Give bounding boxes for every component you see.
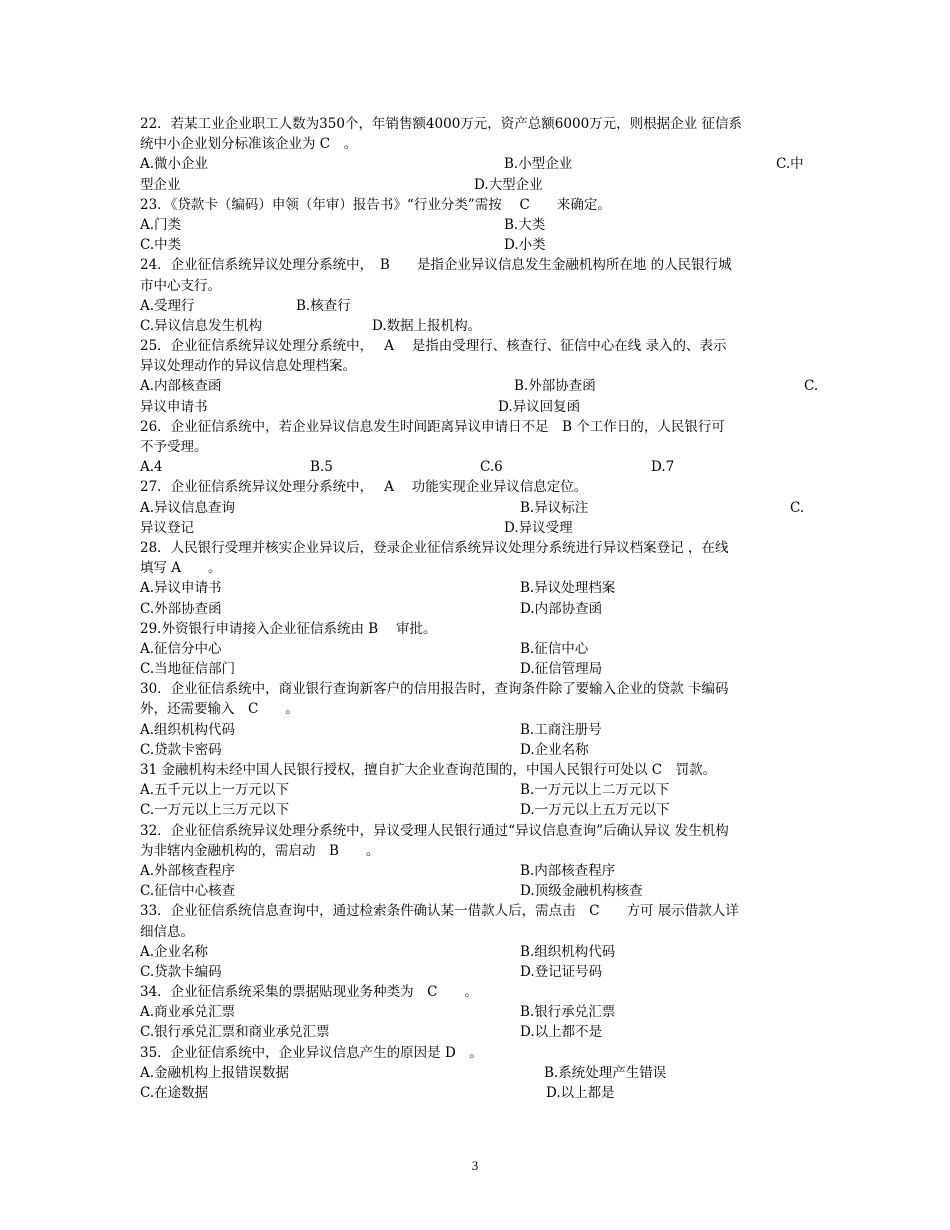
question-text: 26．企业征信系统中，若企业异议信息发生时间距离异议申请日不足 B 个工作日的，人民银行可 — [140, 418, 725, 435]
question-text: 33．企业征信系统信息查询中，通过检索条件确认某一借款人后，需点击 C 方可 展示借款人详 — [140, 903, 739, 920]
answer-option: C.当地征信部门 — [140, 661, 236, 678]
answer-option: C.在途数据 — [140, 1085, 209, 1101]
option-row — [140, 861, 812, 881]
answer-option: C.6 — [480, 459, 503, 476]
answer-option: A.异议申请书 — [140, 580, 222, 597]
option-row — [140, 780, 812, 800]
question-text: 填写 A 。 — [140, 560, 222, 577]
answer-option: A.微小企业 — [140, 156, 209, 173]
answer-option: A.受理行 — [140, 297, 195, 314]
answer-option: A.门类 — [140, 216, 182, 233]
option-row — [140, 659, 812, 679]
answer-option: A.外部核查程序 — [140, 862, 236, 879]
question-text: 外，还需要输入 C 。 — [140, 701, 299, 718]
answer-option: C.一万元以上三万元以下 — [140, 802, 290, 819]
question-text: 细信息。 — [140, 923, 194, 940]
option-row — [140, 316, 812, 336]
option-row — [140, 720, 812, 740]
question-text: 不予受理。 — [140, 439, 208, 455]
question-text: 异议处理动作的异议信息处理档案。 — [140, 358, 356, 375]
answer-option: B.大类 — [504, 216, 546, 233]
answer-option: C. — [804, 378, 819, 395]
option-row — [140, 578, 812, 598]
answer-option: B.异议标注 — [520, 499, 589, 516]
option-row — [140, 962, 812, 982]
answer-option: D.小类 — [504, 237, 546, 254]
answer-option: 异议申请书 — [140, 398, 208, 415]
answer-option: C.贷款卡密码 — [140, 741, 222, 758]
option-row — [140, 518, 812, 538]
answer-option: B.核查行 — [296, 297, 351, 314]
question-text: 30．企业征信系统中，商业银行查询新客户的信用报告时，查询条件除了要输入企业的贷款 卡编码 — [140, 681, 729, 698]
question-text: 34．企业征信系统采集的票据贴现业务种类为 C 。 — [140, 984, 479, 1001]
answer-option: C.银行承兑汇票和商业承兑汇票 — [140, 1024, 330, 1041]
answer-option: D.以上都是 — [546, 1085, 615, 1101]
answer-option: A.五千元以上一万元以下 — [140, 782, 290, 799]
question-text: 统中小企业划分标准该企业为 C 。 — [140, 136, 358, 153]
answer-option: B.银行承兑汇票 — [520, 1004, 616, 1021]
option-row — [140, 215, 812, 235]
option-row — [140, 175, 812, 195]
option-row — [140, 154, 812, 174]
answer-option: B.异议处理档案 — [520, 580, 616, 597]
answer-option: B.工商注册号 — [520, 721, 602, 738]
question-text: 31 金融机构未经中国人民银行授权，擅自扩大企业查询范围的，中国人民银行可处以 C 罚款。 — [140, 762, 717, 778]
answer-option: C.贷款卡编码 — [140, 963, 222, 980]
answer-option: A.企业名称 — [140, 943, 209, 960]
answer-option: B.征信中心 — [520, 640, 589, 657]
answer-option: D.一万元以上五万元以下 — [520, 802, 670, 819]
option-row — [140, 881, 812, 901]
option-row — [140, 457, 812, 477]
page-number: 3 — [471, 1158, 479, 1173]
question-text: 市中心支行。 — [140, 277, 221, 294]
answer-option: D.顶级金融机构核查 — [520, 883, 643, 900]
answer-option: 型企业 — [140, 176, 181, 193]
answer-option: A.内部核查函 — [140, 378, 222, 395]
answer-option: A.4 — [140, 459, 163, 476]
answer-option: A.金融机构上报错误数据 — [140, 1064, 290, 1081]
question-text: 27．企业征信系统异议处理分系统中， A 功能实现企业异议信息定位。 — [140, 479, 588, 496]
question-text: 28．人民银行受理并核实企业异议后，登录企业征信系统异议处理分系统进行异议档案登记 ，在线 — [140, 539, 729, 556]
option-row — [140, 1063, 812, 1083]
answer-option: A.征信分中心 — [140, 640, 222, 657]
option-row — [140, 740, 812, 760]
answer-option: C.中 — [776, 156, 804, 173]
answer-option: D.以上都不是 — [520, 1024, 603, 1041]
question-text: 22．若某工业企业职工人数为350个，年销售额4000万元，资产总额6000万元，则根据企业 征信系 — [140, 116, 742, 132]
option-row — [140, 498, 812, 518]
answer-option: C.中类 — [140, 237, 182, 254]
option-row — [140, 235, 812, 255]
question-list — [140, 114, 819, 1103]
answer-option: D.征信管理局 — [520, 661, 603, 678]
question-text: 25．企业征信系统异议处理分系统中， A 是指由受理行、核查行、征信中心在线 录入的、表示 — [140, 338, 727, 355]
answer-option: 异议登记 — [140, 519, 194, 536]
answer-option: D.大型企业 — [474, 176, 543, 193]
answer-option: B.系统处理产生错误 — [544, 1064, 667, 1081]
option-row — [140, 397, 812, 417]
option-row — [140, 296, 812, 316]
question-text: 23．《贷款卡（编码）申领（年审）报告书》“行业分类”需按 C 来确定。 — [140, 196, 611, 213]
answer-option: C.外部协查函 — [140, 600, 222, 617]
option-row — [140, 1083, 812, 1103]
question-text: 35．企业征信系统中，企业异议信息产生的原因是 D 。 — [140, 1044, 483, 1061]
answer-option: C. — [790, 499, 805, 516]
option-row — [140, 599, 812, 619]
option-row — [140, 800, 812, 820]
answer-option: B.5 — [310, 459, 333, 476]
answer-option: D.企业名称 — [520, 741, 589, 758]
answer-option: B.外部协查函 — [514, 378, 596, 395]
answer-option: A.异议信息查询 — [140, 499, 236, 516]
answer-option: B.组织机构代码 — [520, 943, 616, 960]
option-row — [140, 1002, 812, 1022]
answer-option: D.内部协查函 — [520, 600, 603, 617]
answer-option: D.数据上报机构。 — [372, 317, 482, 334]
answer-option: C.征信中心核查 — [140, 883, 236, 900]
question-text: 29.外资银行申请接入企业征信系统由 B 审批。 — [140, 620, 437, 637]
answer-option: D.登记证号码 — [520, 963, 603, 980]
question-text: 32．企业征信系统异议处理分系统中，异议受理人民银行通过“异议信息查询”后确认异议 发生机构 — [140, 822, 729, 839]
option-row — [140, 376, 819, 396]
answer-option: A.组织机构代码 — [140, 721, 236, 738]
answer-option: D.7 — [651, 459, 675, 476]
answer-option: B.一万元以上二万元以下 — [520, 782, 670, 799]
option-row — [140, 639, 812, 659]
answer-option: B.内部核查程序 — [520, 862, 616, 879]
question-text: 为非辖内金融机构的，需启动 B 。 — [140, 842, 380, 859]
question-text: 24．企业征信系统异议处理分系统中， B 是指企业异议信息发生金融机构所在地 的人民银行城 — [140, 257, 732, 274]
answer-option: B.小型企业 — [504, 156, 573, 173]
option-row — [140, 1022, 812, 1042]
answer-option: D.异议回复函 — [498, 398, 581, 415]
answer-option: A.商业承兑汇票 — [140, 1004, 236, 1021]
answer-option: D.异议受理 — [504, 519, 573, 536]
option-row — [140, 942, 812, 962]
answer-option: C.异议信息发生机构 — [140, 317, 263, 334]
